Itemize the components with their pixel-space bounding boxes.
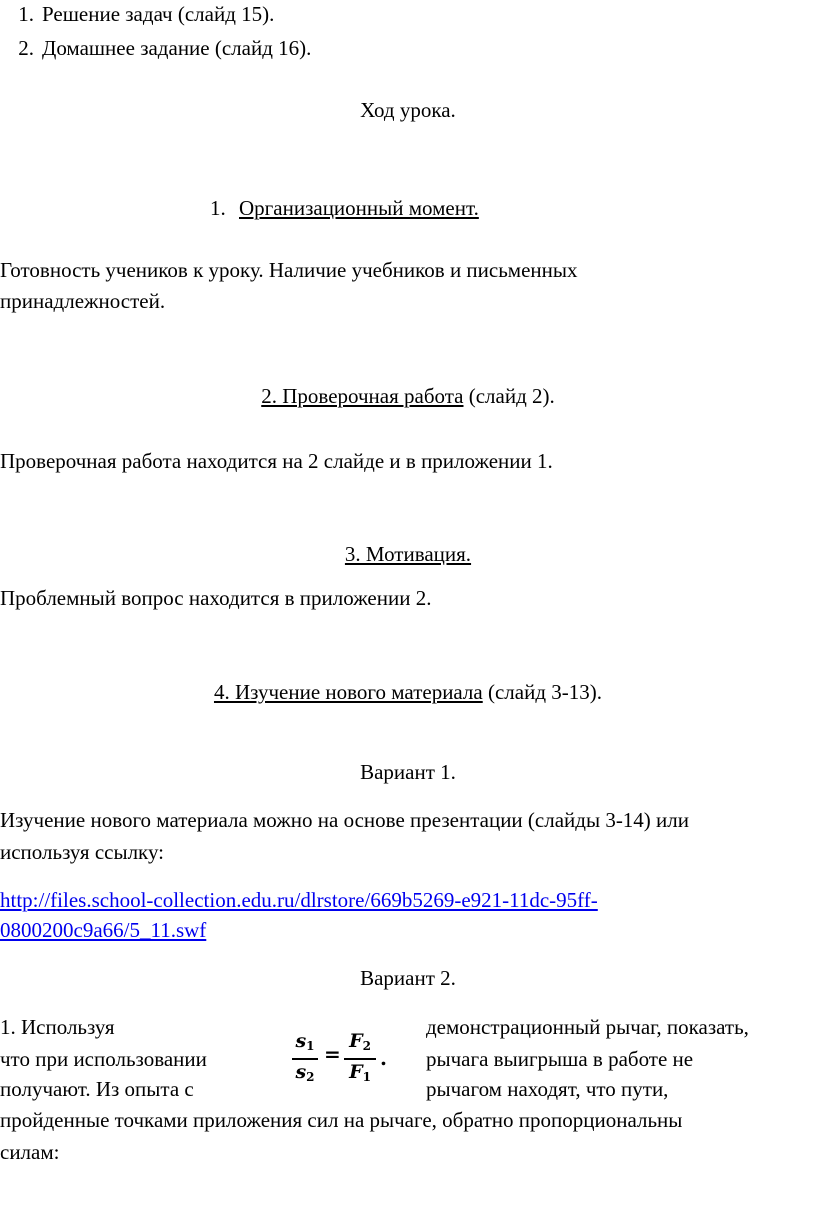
section2-title: 2. Проверочная работа xyxy=(261,384,464,408)
resource-link-line1[interactable] xyxy=(0,888,598,913)
variant2-left-line3: получают. Из опыта с xyxy=(0,1077,194,1101)
variant2-right-line3: рычагом находят, что пути, xyxy=(426,1077,669,1101)
list-number: 1. xyxy=(18,2,34,26)
formula-lhs-fraction xyxy=(292,1030,318,1088)
section1-body-line1: Готовность учеников к уроку. Наличие учебников и письменных xyxy=(0,258,578,282)
variant1-line1: Изучение нового материала можно на основе презентации (слайды 3-14) или xyxy=(0,808,690,832)
lesson-heading: Ход урока. xyxy=(360,98,456,122)
section2-suffix: (слайд 2). xyxy=(463,384,555,408)
variant1-line2: используя ссылку: xyxy=(0,840,165,864)
formula-lhs-num-sub: 1 xyxy=(306,1039,315,1053)
section1-title: Организационный момент. xyxy=(239,196,479,220)
formula-rhs-fraction xyxy=(344,1030,376,1088)
formula-rhs-num: F xyxy=(349,1030,363,1052)
formula-rhs-num-sub: 2 xyxy=(362,1039,371,1053)
formula-lhs-num: s xyxy=(295,1030,307,1052)
variant2-line5: силам: xyxy=(0,1140,60,1164)
variant2-left-line1: 1. Используя xyxy=(0,1015,115,1039)
variant2-right-line1: демонстрационный рычаг, показать, xyxy=(426,1015,749,1039)
section1-heading xyxy=(210,196,479,221)
formula-period: . xyxy=(380,1046,387,1070)
variant1-heading: Вариант 1. xyxy=(360,760,456,784)
resource-link[interactable]: 0800200c9a66/5_11.swf xyxy=(0,918,207,942)
resource-link[interactable]: http://files.school-collection.edu.ru/dlrstore/669b5269-e921-11dc-95ff- xyxy=(0,888,598,912)
lever-formula xyxy=(292,1026,402,1096)
section1-number: 1. xyxy=(210,196,226,220)
list-item xyxy=(0,2,274,27)
section4-suffix: (слайд 3-13). xyxy=(482,680,603,704)
resource-link-line2[interactable] xyxy=(0,918,206,943)
variant2-right-line2: рычага выигрыша в работе не xyxy=(426,1047,694,1071)
section3-title: 3. Мотивация. xyxy=(344,542,472,566)
section1-body-line2: принадлежностей. xyxy=(0,289,166,313)
variant2-left-line2: что при использовании xyxy=(0,1047,207,1071)
list-number: 2. xyxy=(18,36,34,60)
section2-body: Проверочная работа находится на 2 слайде и в приложении 1. xyxy=(0,449,553,473)
section3-heading xyxy=(0,542,816,567)
formula-lhs-den-sub: 2 xyxy=(306,1070,315,1084)
formula-lhs-den: s xyxy=(295,1061,307,1083)
variant2-heading: Вариант 2. xyxy=(360,966,456,990)
formula-equals: = xyxy=(324,1042,341,1066)
section3-body: Проблемный вопрос находится в приложении 2. xyxy=(0,586,432,610)
formula-rhs-den: F xyxy=(349,1061,363,1083)
list-item xyxy=(0,36,311,61)
section2-heading xyxy=(0,384,816,409)
section4-heading xyxy=(0,680,816,705)
section4-title: 4. Изучение нового материала xyxy=(213,680,483,704)
list-text: Решение задач (слайд 15). xyxy=(42,2,275,26)
variant2-line4: пройденные точками приложения сил на рычаге, обратно пропорциональны xyxy=(0,1108,683,1132)
formula-rhs-den-sub: 1 xyxy=(362,1070,371,1084)
list-text: Домашнее задание (слайд 16). xyxy=(42,36,312,60)
